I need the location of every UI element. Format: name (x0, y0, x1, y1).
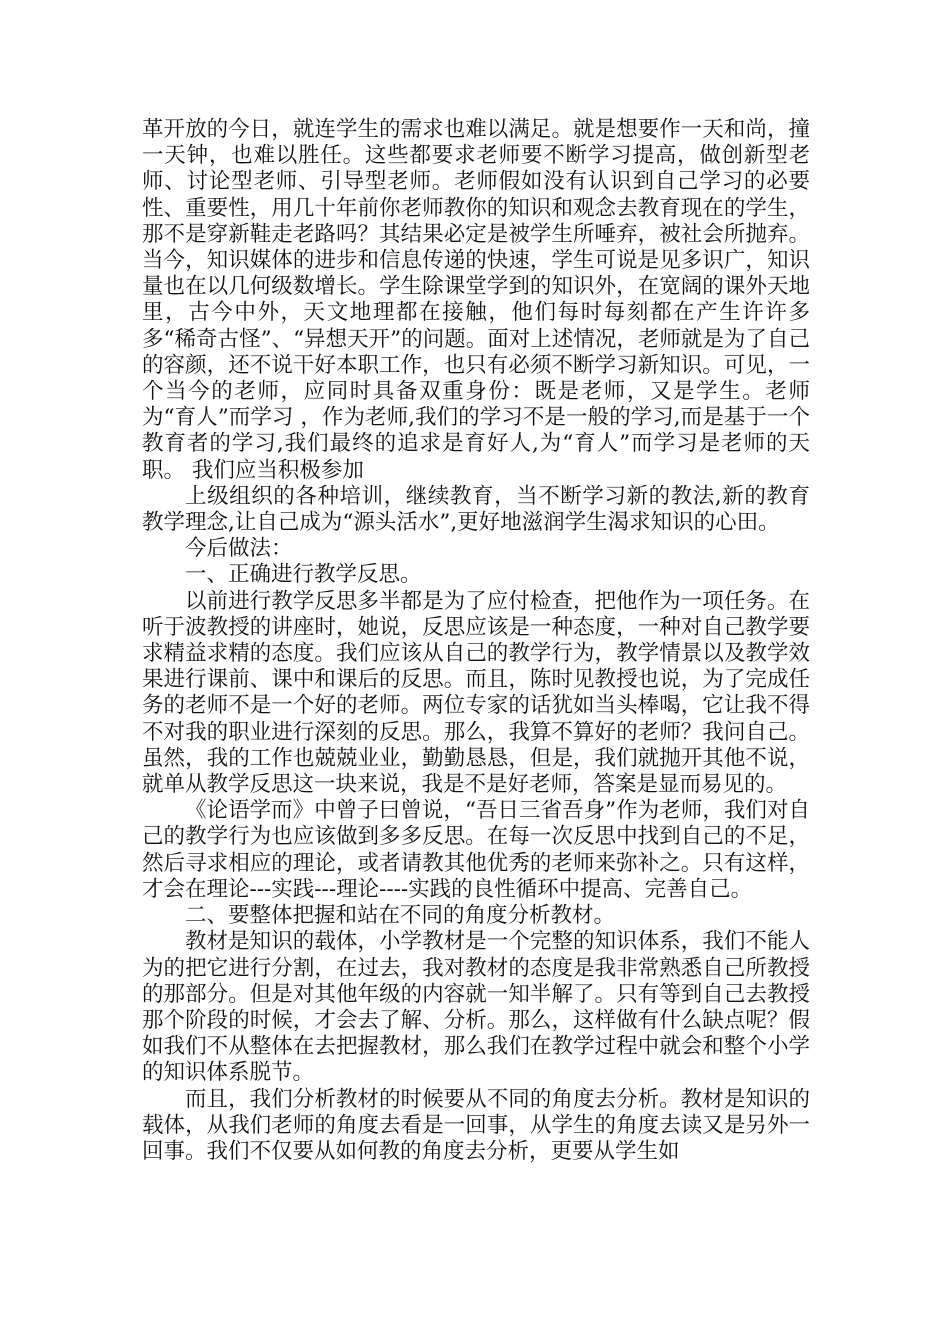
paragraph-different-angles: 而且，我们分析教材的时候要从不同的角度去分析。教材是知识的载体，从我们老师的角度去看是一回事，从学生的角度去读又是另外一回事。我们不仅要从如何教的角度去分析，更要从学生如 (142, 1086, 810, 1164)
heading-future-methods: 今后做法： (185, 536, 293, 562)
document-page (142, 117, 810, 1165)
heading-teaching-reflection: 一、正确进行教学反思。 (185, 562, 422, 588)
paragraph-textbook-system: 教材是知识的载体，小学教材是一个完整的知识体系，我们不能人为的把它进行分割，在过去，我对教材的态度是我非常熟悉自己所教授的那部分。但是对其他年级的内容就一知半解了。只有等到自己去教授那个阶段的时候，才会去了解、分析。那么，这样做有什么缺点呢？假如我们不从整体在去把握教材，那么我们在教学过程中就会和整个小学的知识体系脱节。 (142, 929, 810, 1086)
paragraph-reflection: 以前进行教学反思多半都是为了应付检查，把他作为一项任务。在听于波教授的讲座时，她说，反思应该是一种态度，一种对自己教学要求精益求精的态度。我们应该从自己的教学行为，教学情景以及教学效果进行课前、课中和课后的反思。而且，陈时见教授也说，为了完成任务的老师不是一个好的老师。两位专家的话犹如当头棒喝，它让我不得不对我的职业进行深刻的反思。那么，我算不算好的老师？我问自己。虽然，我的工作也兢兢业业，勤勤恳恳，但是，我们就抛开其他不说，就单从教学反思这一块来说，我是不是好老师，答案是显而易见的。 (142, 588, 810, 798)
heading-analyze-textbook: 二、要整体把握和站在不同的角度分析教材。 (185, 903, 616, 929)
paragraph-training: 上级组织的各种培训，继续教育，当不断学习新的教法,新的教育教学理念,让自己成为“源头活水”,更好地滋润学生渴求知识的心田。 (142, 483, 810, 536)
paragraph-teacher-learning: 革开放的今日，就连学生的需求也难以满足。就是想要作一天和尚，撞一天钟，也难以胜任。这些都要求老师要不断学习提高，做创新型老师、讨论型老师、引导型老师。老师假如没有认识到自己学习的必要性、重要性，用几十年前你老师教你的知识和观念去教育现在的学生，那不是穿新鞋走老路吗？其结果必定是被学生所唾弃，被社会所抛弃。当今，知识媒体的进步和信息传递的快速，学生可说是见多识广，知识量也在以几何级数增长。学生除课堂学到的知识外，在宽阔的课外天地里，古今中外，天文地理都在接触，他们每时每刻都在产生许许多多“稀奇古怪”、“异想天开”的问题。面对上述情况，老师就是为了自己的容颜，还不说干好本职工作，也只有必须不断学习新知识。可见，一个当今的老师，应同时具备双重身份：既是老师，又是学生。老师为“育人”而学习 ，作为老师,我们的学习不是一般的学习,而是基于一个教育者的学习,我们最终的追求是育好人,为“育人”而学习是老师的天职。 我们应当积极参加 (142, 117, 810, 483)
paragraph-analects: 《论语学而》中曾子曰曾说，“吾日三省吾身”作为老师，我们对自己的教学行为也应该做到多多反思。在每一次反思中找到自己的不足，然后寻求相应的理论，或者请教其他优秀的老师来弥补之。只有这样，才会在理论---实践---理论----实践的良性循环中提高、完善自己。 (142, 798, 810, 902)
